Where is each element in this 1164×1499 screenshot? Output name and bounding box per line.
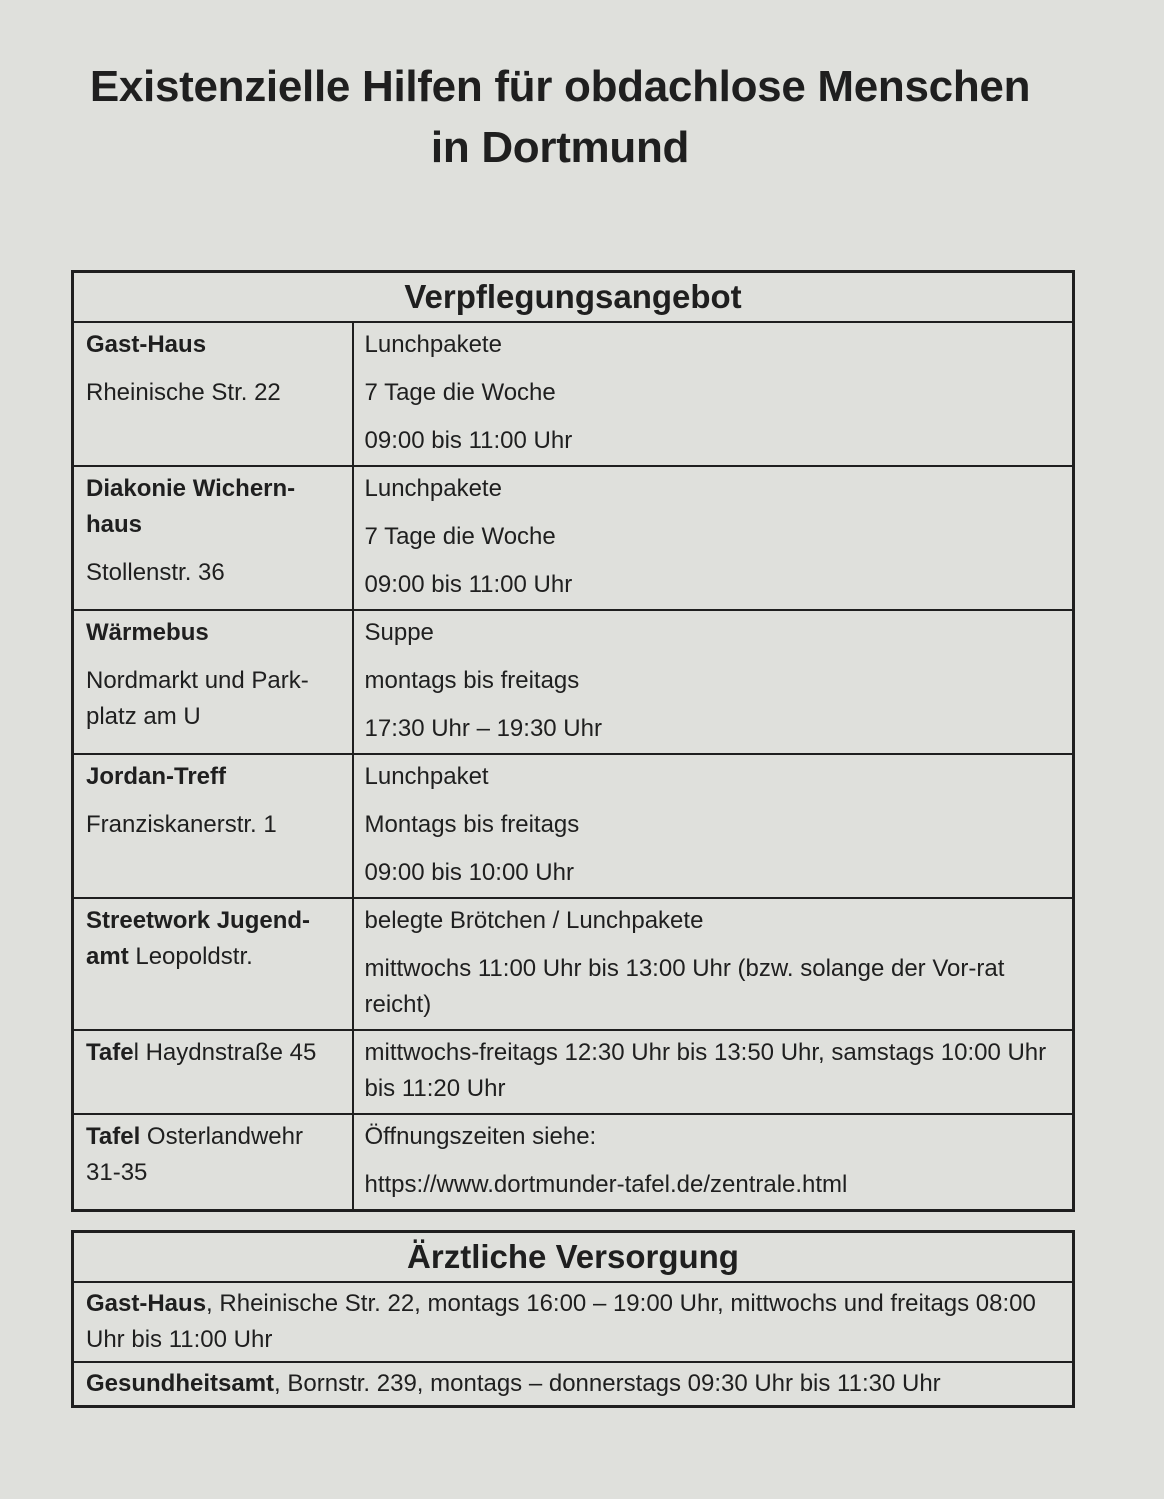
info-cell xyxy=(353,754,1074,898)
medical-name: Gesundheitsamt xyxy=(86,1370,275,1397)
page-title-line-1: Existenzielle Hilfen für obdachlose Menschen xyxy=(89,62,1031,111)
info-line: Lunchpakete xyxy=(364,331,502,358)
info-line: 7 Tage die Woche xyxy=(364,379,556,406)
place-address: Leopoldstr. xyxy=(135,943,253,970)
verpflegung-heading: Verpflegungsangebot xyxy=(73,272,1074,323)
info-line: mittwochs 11:00 Uhr bis 13:00 Uhr (bzw. solange der Vor-rat reicht) xyxy=(364,955,1005,1018)
table-row xyxy=(73,1362,1074,1407)
info-line: Lunchpaket xyxy=(364,763,489,790)
info-cell xyxy=(353,1114,1074,1211)
medical-name: Gast-Haus xyxy=(86,1290,207,1317)
info-cell xyxy=(353,898,1074,1030)
info-line: 17:30 Uhr – 19:30 Uhr xyxy=(364,715,602,742)
info-line: 09:00 bis 11:00 Uhr xyxy=(364,427,573,454)
medical-details: , Rheinische Str. 22, montags 16:00 – 19:00 Uhr, mittwochs und freitags 08:00 Uhr bis 11:00 Uhr xyxy=(86,1290,1036,1353)
info-cell xyxy=(353,322,1074,466)
info-line: Lunchpakete xyxy=(364,475,502,502)
place-address: Stollenstr. 36 xyxy=(86,559,225,586)
medical-entry xyxy=(73,1362,1074,1407)
place-address: l Haydnstraße 45 xyxy=(133,1039,317,1066)
info-line: Montags bis freitags xyxy=(364,811,580,838)
verpflegung-table xyxy=(71,270,1075,1212)
place-name: Tafel xyxy=(86,1123,141,1150)
place-name: Gast-Haus xyxy=(86,331,207,358)
table-row xyxy=(73,898,1074,1030)
info-cell xyxy=(353,610,1074,754)
place-cell xyxy=(73,610,353,754)
page-title xyxy=(0,56,1120,178)
place-name: Wärmebus xyxy=(86,619,209,646)
info-line: Öffnungszeiten siehe: xyxy=(364,1123,597,1150)
place-name: Streetwork Jugend-amt xyxy=(86,907,311,970)
info-line: 09:00 bis 10:00 Uhr xyxy=(364,859,574,886)
medical-details: , Bornstr. 239, montags – donnerstags 09:30 Uhr bis 11:30 Uhr xyxy=(274,1370,941,1397)
table-row xyxy=(73,466,1074,610)
info-cell xyxy=(353,1030,1074,1114)
table-row xyxy=(73,1114,1074,1211)
aerztlich-heading: Ärztliche Versorgung xyxy=(73,1232,1074,1283)
table-row xyxy=(73,754,1074,898)
place-cell xyxy=(73,466,353,610)
table-row xyxy=(73,322,1074,466)
place-address: Nordmarkt und Park-platz am U xyxy=(86,667,309,730)
info-line: 7 Tage die Woche xyxy=(364,523,556,550)
place-cell xyxy=(73,322,353,466)
place-name: Jordan-Treff xyxy=(86,763,227,790)
info-line: montags bis freitags xyxy=(364,667,580,694)
info-line: Suppe xyxy=(364,619,434,646)
place-name: Diakonie Wichern-haus xyxy=(86,475,296,538)
place-name: Tafe xyxy=(86,1039,134,1066)
place-address: Franziskanerstr. 1 xyxy=(86,811,277,838)
table-row xyxy=(73,1030,1074,1114)
place-address: Osterlandwehr 31-35 xyxy=(86,1123,303,1186)
place-cell xyxy=(73,898,353,1030)
place-cell xyxy=(73,1114,353,1211)
place-cell xyxy=(73,1030,353,1114)
place-cell xyxy=(73,754,353,898)
aerztlich-table xyxy=(71,1230,1075,1408)
info-line: belegte Brötchen / Lunchpakete xyxy=(364,907,704,934)
tafel-website-link[interactable]: https://www.dortmunder-tafel.de/zentrale.html xyxy=(364,1171,848,1198)
info-line: 09:00 bis 11:00 Uhr xyxy=(364,571,573,598)
table-row xyxy=(73,1282,1074,1362)
place-address: Rheinische Str. 22 xyxy=(86,379,281,406)
info-cell xyxy=(353,466,1074,610)
table-row xyxy=(73,610,1074,754)
page-title-line-2: in Dortmund xyxy=(430,123,690,172)
medical-entry xyxy=(73,1282,1074,1362)
info-line: mittwochs-freitags 12:30 Uhr bis 13:50 Uhr, samstags 10:00 Uhr bis 11:20 Uhr xyxy=(364,1039,1047,1102)
